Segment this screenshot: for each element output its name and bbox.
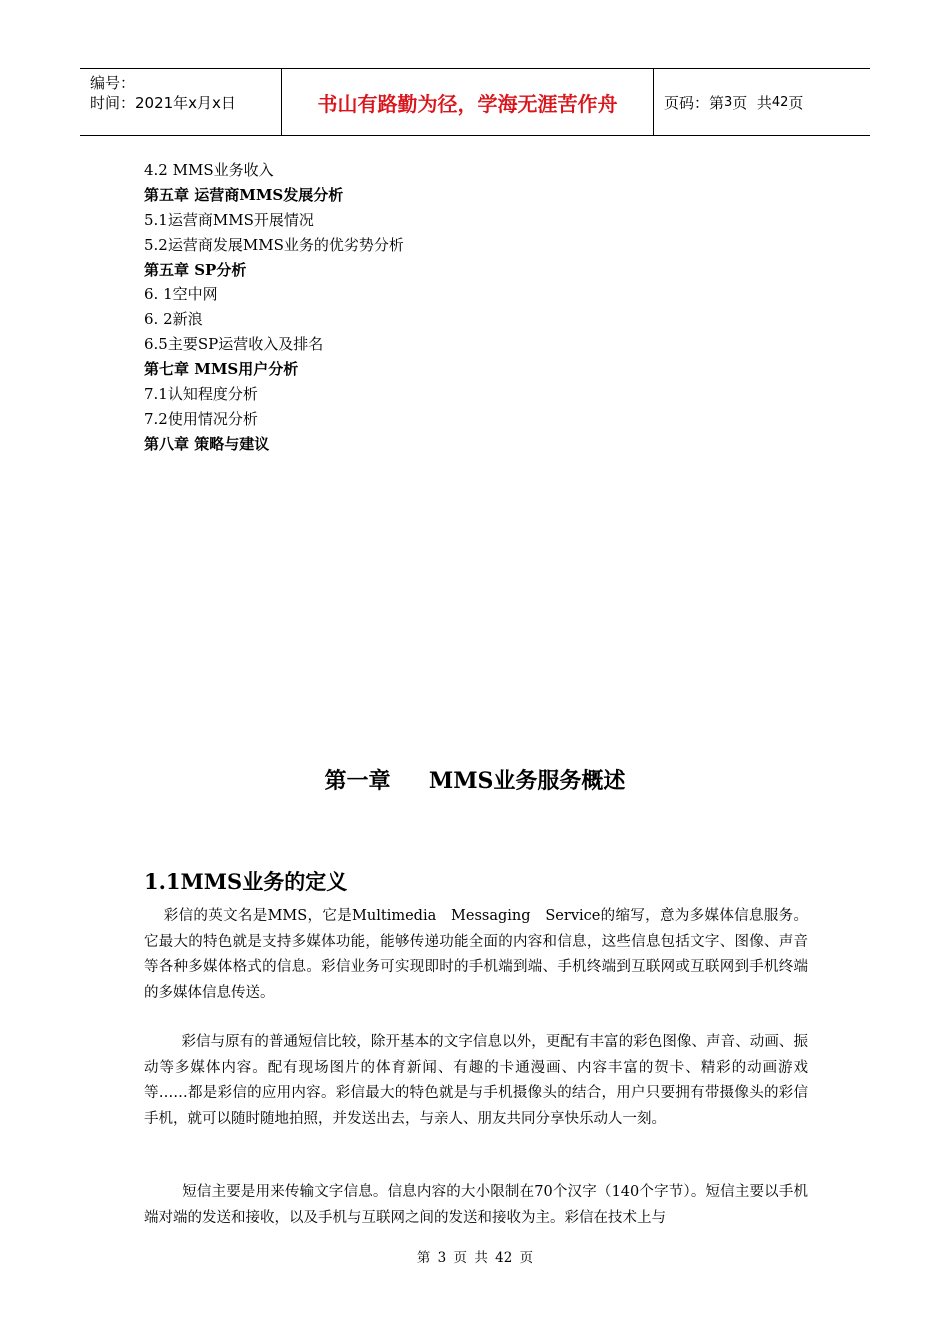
toc-item: 第八章 策略与建议 (144, 434, 270, 453)
toc-item: 7.1认知程度分析 (144, 385, 258, 404)
toc-item: 6. 1空中网 (144, 285, 218, 304)
page-footer: 第 3 页 共 42 页 (416, 1250, 534, 1266)
page-suffix: 页 (788, 93, 804, 112)
toc-item: 第七章 MMS用户分析 (144, 360, 299, 379)
paragraph-sms-description: 短信主要是用来传输文字信息。信息内容的大小限制在70个汉字（140个字节）。短信主要以手机端对端的发送和接收，以及手机与互联网之间的发送和接收为主。彩信在技术上与 (144, 1184, 809, 1226)
page-number: 3 (724, 94, 733, 110)
document-time: 时间：2021年x月x日 (90, 94, 236, 112)
header-page-info (654, 69, 870, 135)
page-total: 42 (771, 94, 789, 110)
toc-item: 4.2 MMS业务收入 (144, 161, 274, 179)
header-motto: 书山有路勤为径，学海无涯苦作舟 (282, 69, 654, 135)
paragraph-mms-vs-sms: 彩信与原有的普通短信比较，除开基本的文字信息以外，更配有丰富的彩色图像、声音、动画、振动等多媒体内容。配有现场图片的体育新闻、有趣的卡通漫画、内容丰富的贺卡、精彩的动画游戏等……都是彩信的应用内容。彩信最大的特色就是与手机摄像头的结合，用户只要拥有带摄像头的彩信手机，就可以随时随地拍照，并发送出去，与亲人、朋友共同分享快乐动人一刻。 (144, 1034, 808, 1127)
document-number-label: 编号： (90, 74, 136, 92)
header-info (80, 69, 282, 135)
page-header (80, 68, 870, 136)
page-prefix: 页码：第 (664, 93, 725, 112)
toc-item: 7.2使用情况分析 (144, 409, 258, 428)
toc-item: 6.5主要SP运营收入及排名 (144, 335, 324, 354)
chapter-title: 第一章 MMS业务服务概述 (324, 768, 626, 794)
toc-item: 6. 2新浪 (144, 310, 203, 329)
toc-item: 第五章 SP分析 (144, 260, 247, 279)
table-of-contents (144, 158, 824, 457)
toc-item: 第五章 运营商MMS发展分析 (144, 185, 344, 204)
toc-item: 5.1运营商MMS开展情况 (144, 210, 314, 229)
toc-item: 5.2运营商发展MMS业务的优劣势分析 (144, 235, 404, 254)
section-title: 1.1MMS业务的定义 (144, 869, 348, 894)
paragraph-mms-definition: 彩信的英文名是MMS，它是Multimedia Messaging Service的缩写，意为多媒体信息服务。它最大的特色就是支持多媒体功能，能够传递功能全面的内容和信息，这些信息包括文字、图像、声音等各种多媒体格式的信息。彩信业务可实现即时的手机端到端、手机终端到互联网或互联网到手机终端的多媒体信息传送。 (144, 908, 808, 1001)
page-mid: 页 共 (732, 93, 772, 112)
